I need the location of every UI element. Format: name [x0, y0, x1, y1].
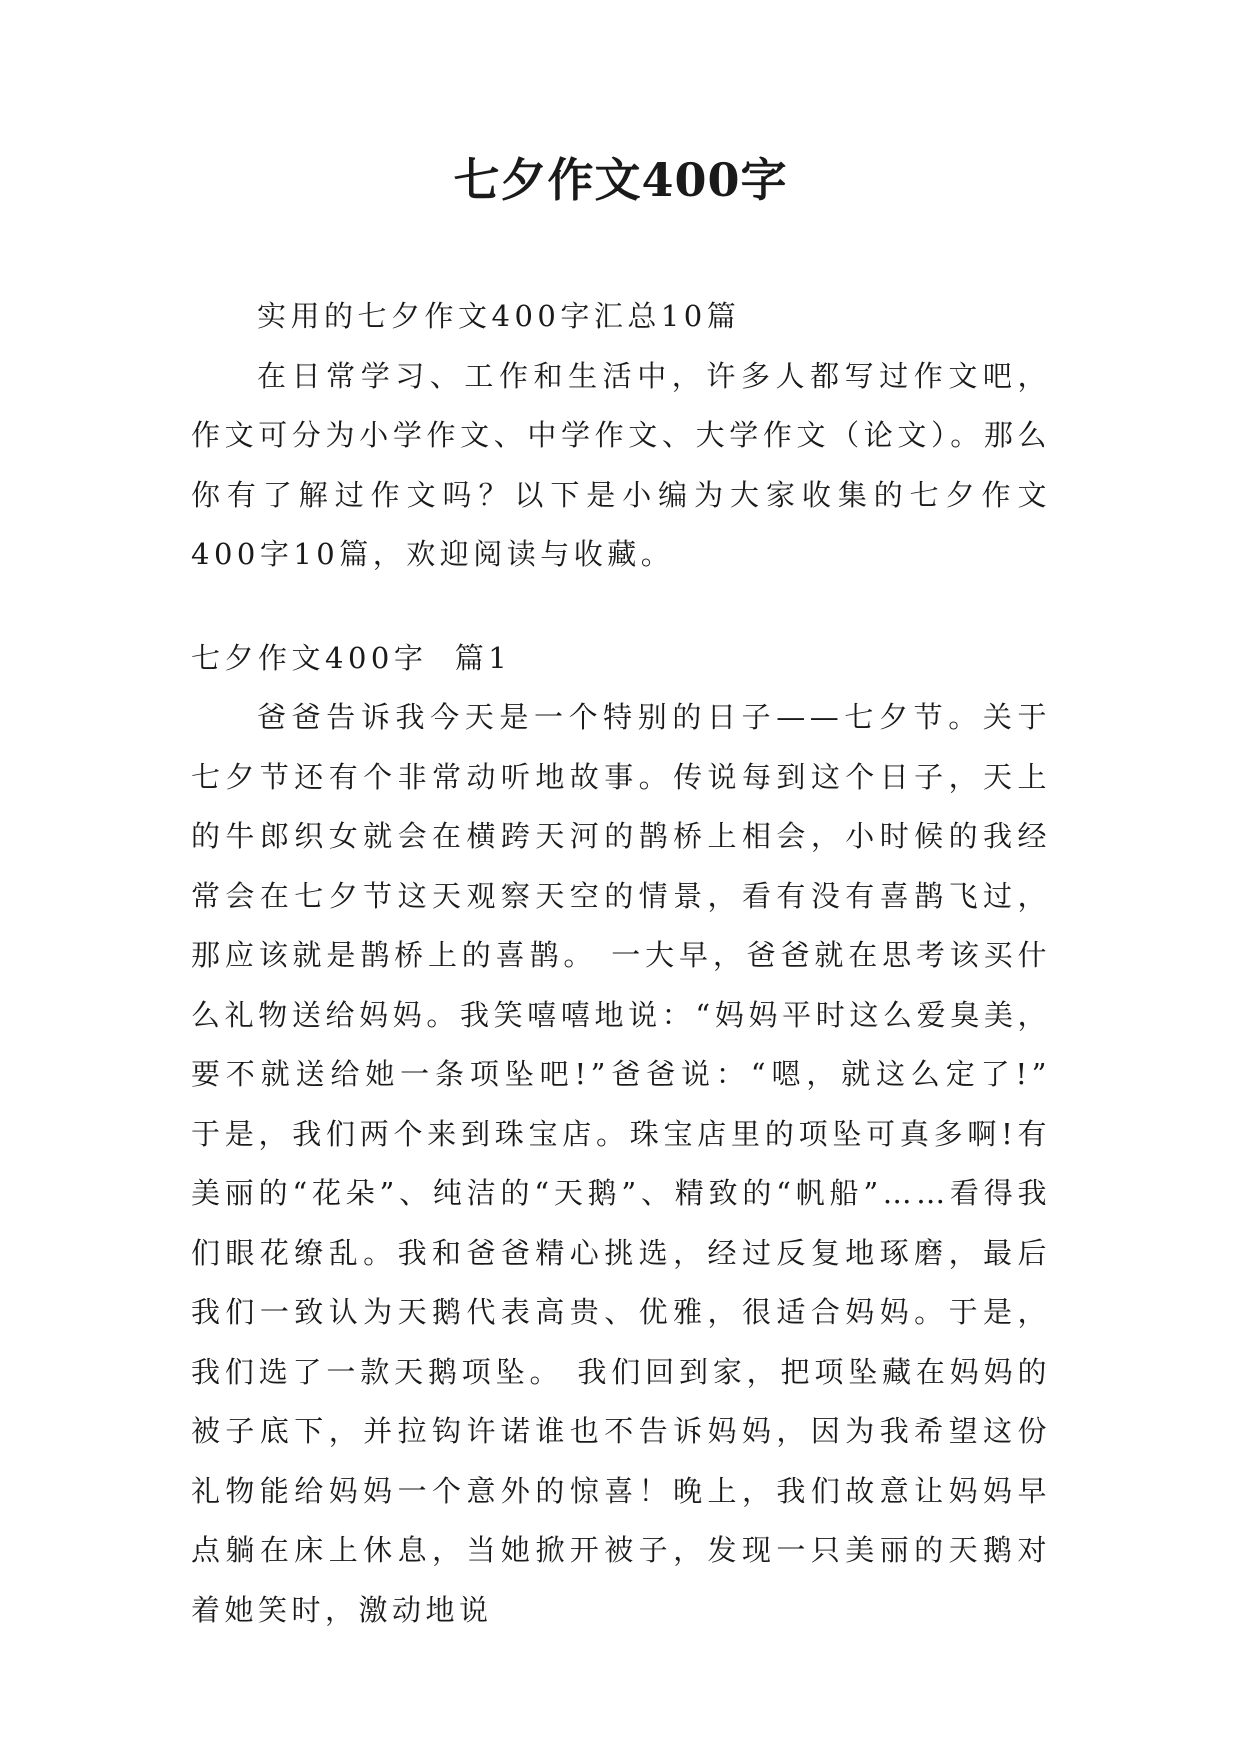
section-heading: 七夕作文400字 篇1	[191, 640, 512, 675]
intro-paragraph: 在日常学习、工作和生活中，许多人都写过作文吧，作文可分为小学作文、中学作文、大学作文（论文）。那么你有了解过作文吗？以下是小编为大家收集的七夕作文400字10篇，欢迎阅读与收藏。	[191, 358, 1051, 571]
section-spacer	[191, 585, 1051, 629]
subtitle-paragraph: 实用的七夕作文400字汇总10篇	[257, 299, 741, 333]
document-title: 七夕作文400字	[453, 153, 788, 207]
section-body-paragraph: 爸爸告诉我今天是一个特别的日子——七夕节。关于七夕节还有个非常动听地故事。传说每到这个日子，天上的牛郎织女就会在横跨天河的鹊桥上相会，小时候的我经常会在七夕节这天观察天空的情景，看有没有喜鹊飞过，那应该就是鹊桥上的喜鹊。 一大早，爸爸就在思考该买什么礼物送给妈妈。我笑嘻嘻地说：“妈妈平时这么爱臭美，要不就送给她一条项坠吧!”爸爸说：“嗯，就这么定了!” 于是，我们两个来到珠宝店。珠宝店里的项坠可真多啊!有美丽的“花朵”、纯洁的“天鹅”、精致的“帆船”……看得我们眼花缭乱。我和爸爸精心挑选，经过反复地琢磨，最后我们一致认为天鹅代表高贵、优雅，很适合妈妈。于是，我们选了一款天鹅项坠。 我们回到家，把项坠藏在妈妈的被子底下，并拉钩许诺谁也不告诉妈妈，因为我希望这份礼物能给妈妈一个意外的惊喜！晚上，我们故意让妈妈早点躺在床上休息，当她掀开被子，发现一只美丽的天鹅对着她笑时，激动地说	[191, 700, 1051, 1627]
document-body	[191, 287, 1051, 1640]
